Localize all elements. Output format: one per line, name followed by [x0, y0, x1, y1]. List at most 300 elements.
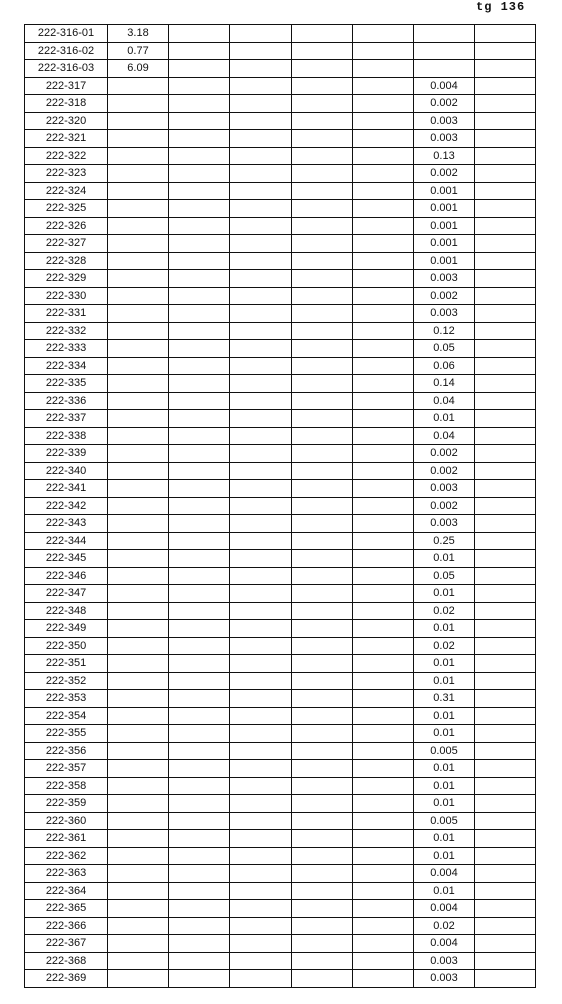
value-cell-col2: [108, 672, 169, 690]
empty-cell-col6: [353, 357, 414, 375]
table-row: [25, 182, 536, 200]
value-cell-col2: [108, 777, 169, 795]
table-row: [25, 620, 536, 638]
empty-cell-col6: [353, 725, 414, 743]
value-cell-col2: [108, 182, 169, 200]
sample-id-cell: 222-365: [25, 900, 108, 918]
empty-cell-col4: [230, 305, 292, 323]
value-cell-col2: [108, 497, 169, 515]
table-row: [25, 795, 536, 813]
value-cell-col2: [108, 462, 169, 480]
empty-cell-col6: [353, 550, 414, 568]
empty-cell-col5: [292, 882, 353, 900]
value-cell-col2: [108, 112, 169, 130]
empty-cell-col8: [475, 322, 536, 340]
sample-id-cell: 222-348: [25, 602, 108, 620]
empty-cell-col8: [475, 287, 536, 305]
value-cell-col2: [108, 830, 169, 848]
empty-cell-col4: [230, 725, 292, 743]
value-cell-col2: [108, 882, 169, 900]
empty-cell-col6: [353, 900, 414, 918]
sample-id-cell: 222-317: [25, 77, 108, 95]
empty-cell-col3: [169, 375, 230, 393]
sample-id-cell: 222-340: [25, 462, 108, 480]
sample-id-cell: 222-343: [25, 515, 108, 533]
value-cell-col7: 0.005: [414, 812, 475, 830]
empty-cell-col5: [292, 427, 353, 445]
empty-cell-col4: [230, 95, 292, 113]
empty-cell-col4: [230, 322, 292, 340]
data-table: [24, 24, 536, 988]
empty-cell-col8: [475, 95, 536, 113]
value-cell-col7: 0.003: [414, 130, 475, 148]
empty-cell-col3: [169, 952, 230, 970]
empty-cell-col6: [353, 252, 414, 270]
empty-cell-col5: [292, 725, 353, 743]
table-row: [25, 865, 536, 883]
value-cell-col7: 0.13: [414, 147, 475, 165]
value-cell-col7: [414, 42, 475, 60]
value-cell-col7: 0.01: [414, 585, 475, 603]
empty-cell-col6: [353, 567, 414, 585]
empty-cell-col8: [475, 252, 536, 270]
value-cell-col7: [414, 25, 475, 43]
value-cell-col7: 0.003: [414, 480, 475, 498]
empty-cell-col8: [475, 550, 536, 568]
empty-cell-col5: [292, 655, 353, 673]
empty-cell-col5: [292, 585, 353, 603]
empty-cell-col8: [475, 952, 536, 970]
table-row: [25, 515, 536, 533]
sample-id-cell: 222-329: [25, 270, 108, 288]
empty-cell-col5: [292, 410, 353, 428]
empty-cell-col8: [475, 392, 536, 410]
value-cell-col7: 0.003: [414, 515, 475, 533]
value-cell-col7: 0.004: [414, 77, 475, 95]
empty-cell-col8: [475, 130, 536, 148]
value-cell-col7: 0.01: [414, 795, 475, 813]
sample-id-cell: 222-316-03: [25, 60, 108, 78]
empty-cell-col8: [475, 655, 536, 673]
table-row: [25, 725, 536, 743]
empty-cell-col3: [169, 480, 230, 498]
empty-cell-col4: [230, 672, 292, 690]
empty-cell-col6: [353, 620, 414, 638]
empty-cell-col4: [230, 112, 292, 130]
empty-cell-col4: [230, 602, 292, 620]
sample-id-cell: 222-318: [25, 95, 108, 113]
empty-cell-col3: [169, 322, 230, 340]
empty-cell-col4: [230, 147, 292, 165]
table-row: [25, 235, 536, 253]
table-row: [25, 375, 536, 393]
empty-cell-col5: [292, 917, 353, 935]
empty-cell-col3: [169, 567, 230, 585]
table-row: [25, 812, 536, 830]
empty-cell-col6: [353, 427, 414, 445]
sample-id-cell: 222-321: [25, 130, 108, 148]
sample-id-cell: 222-356: [25, 742, 108, 760]
empty-cell-col6: [353, 130, 414, 148]
table-row: [25, 77, 536, 95]
empty-cell-col5: [292, 795, 353, 813]
empty-cell-col6: [353, 392, 414, 410]
empty-cell-col3: [169, 392, 230, 410]
empty-cell-col6: [353, 830, 414, 848]
empty-cell-col8: [475, 357, 536, 375]
empty-cell-col6: [353, 515, 414, 533]
table-row: [25, 322, 536, 340]
table-row: [25, 165, 536, 183]
value-cell-col7: 0.01: [414, 777, 475, 795]
empty-cell-col4: [230, 637, 292, 655]
value-cell-col7: 0.04: [414, 427, 475, 445]
sample-id-cell: 222-322: [25, 147, 108, 165]
empty-cell-col6: [353, 445, 414, 463]
value-cell-col7: 0.25: [414, 532, 475, 550]
empty-cell-col8: [475, 690, 536, 708]
sample-id-cell: 222-332: [25, 322, 108, 340]
empty-cell-col5: [292, 147, 353, 165]
table-row: [25, 637, 536, 655]
value-cell-col2: [108, 200, 169, 218]
empty-cell-col3: [169, 935, 230, 953]
empty-cell-col8: [475, 427, 536, 445]
table-row: [25, 970, 536, 988]
empty-cell-col8: [475, 777, 536, 795]
table-row: [25, 830, 536, 848]
empty-cell-col5: [292, 445, 353, 463]
empty-cell-col3: [169, 917, 230, 935]
sample-id-cell: 222-324: [25, 182, 108, 200]
empty-cell-col6: [353, 340, 414, 358]
sample-id-cell: 222-316-02: [25, 42, 108, 60]
empty-cell-col8: [475, 847, 536, 865]
value-cell-col2: [108, 445, 169, 463]
empty-cell-col3: [169, 60, 230, 78]
value-cell-col2: [108, 742, 169, 760]
empty-cell-col6: [353, 95, 414, 113]
value-cell-col2: [108, 532, 169, 550]
empty-cell-col4: [230, 917, 292, 935]
empty-cell-col5: [292, 112, 353, 130]
value-cell-col7: 0.01: [414, 672, 475, 690]
empty-cell-col4: [230, 620, 292, 638]
value-cell-col2: 3.18: [108, 25, 169, 43]
sample-id-cell: 222-355: [25, 725, 108, 743]
empty-cell-col5: [292, 357, 353, 375]
empty-cell-col4: [230, 532, 292, 550]
value-cell-col2: [108, 952, 169, 970]
empty-cell-col5: [292, 60, 353, 78]
value-cell-col7: 0.05: [414, 340, 475, 358]
empty-cell-col5: [292, 515, 353, 533]
empty-cell-col5: [292, 462, 353, 480]
sample-id-cell: 222-341: [25, 480, 108, 498]
table-row: [25, 357, 536, 375]
empty-cell-col3: [169, 410, 230, 428]
empty-cell-col3: [169, 130, 230, 148]
value-cell-col7: 0.01: [414, 760, 475, 778]
empty-cell-col4: [230, 165, 292, 183]
empty-cell-col3: [169, 690, 230, 708]
empty-cell-col8: [475, 532, 536, 550]
empty-cell-col5: [292, 392, 353, 410]
empty-cell-col4: [230, 427, 292, 445]
table-body: [25, 25, 536, 988]
value-cell-col2: [108, 900, 169, 918]
value-cell-col7: 0.002: [414, 165, 475, 183]
table-row: [25, 952, 536, 970]
empty-cell-col8: [475, 270, 536, 288]
table-row: [25, 60, 536, 78]
empty-cell-col3: [169, 760, 230, 778]
empty-cell-col4: [230, 515, 292, 533]
value-cell-col7: 0.01: [414, 550, 475, 568]
value-cell-col7: 0.01: [414, 847, 475, 865]
sample-id-cell: 222-345: [25, 550, 108, 568]
sample-id-cell: 222-364: [25, 882, 108, 900]
value-cell-col2: [108, 235, 169, 253]
value-cell-col7: 0.01: [414, 410, 475, 428]
empty-cell-col8: [475, 25, 536, 43]
empty-cell-col6: [353, 25, 414, 43]
value-cell-col7: 0.001: [414, 182, 475, 200]
empty-cell-col4: [230, 410, 292, 428]
empty-cell-col5: [292, 602, 353, 620]
empty-cell-col5: [292, 200, 353, 218]
empty-cell-col6: [353, 77, 414, 95]
empty-cell-col8: [475, 742, 536, 760]
empty-cell-col6: [353, 480, 414, 498]
value-cell-col2: [108, 567, 169, 585]
empty-cell-col6: [353, 287, 414, 305]
sample-id-cell: 222-360: [25, 812, 108, 830]
empty-cell-col3: [169, 707, 230, 725]
empty-cell-col6: [353, 305, 414, 323]
table-row: [25, 445, 536, 463]
value-cell-col2: [108, 357, 169, 375]
empty-cell-col3: [169, 42, 230, 60]
empty-cell-col4: [230, 847, 292, 865]
empty-cell-col4: [230, 777, 292, 795]
empty-cell-col4: [230, 200, 292, 218]
empty-cell-col6: [353, 165, 414, 183]
value-cell-col7: 0.002: [414, 445, 475, 463]
table-row: [25, 742, 536, 760]
empty-cell-col8: [475, 497, 536, 515]
empty-cell-col3: [169, 252, 230, 270]
table-row: [25, 462, 536, 480]
empty-cell-col4: [230, 567, 292, 585]
empty-cell-col3: [169, 655, 230, 673]
empty-cell-col3: [169, 25, 230, 43]
table-row: [25, 252, 536, 270]
empty-cell-col3: [169, 620, 230, 638]
value-cell-col7: 0.01: [414, 725, 475, 743]
value-cell-col7: 0.01: [414, 882, 475, 900]
value-cell-col2: [108, 865, 169, 883]
empty-cell-col3: [169, 637, 230, 655]
empty-cell-col8: [475, 585, 536, 603]
empty-cell-col4: [230, 585, 292, 603]
empty-cell-col3: [169, 777, 230, 795]
empty-cell-col5: [292, 760, 353, 778]
empty-cell-col8: [475, 882, 536, 900]
value-cell-col7: 0.002: [414, 95, 475, 113]
sample-id-cell: 222-333: [25, 340, 108, 358]
empty-cell-col8: [475, 602, 536, 620]
empty-cell-col4: [230, 830, 292, 848]
value-cell-col2: [108, 970, 169, 988]
empty-cell-col5: [292, 270, 353, 288]
value-cell-col7: 0.02: [414, 637, 475, 655]
empty-cell-col3: [169, 830, 230, 848]
empty-cell-col5: [292, 95, 353, 113]
empty-cell-col6: [353, 795, 414, 813]
empty-cell-col8: [475, 567, 536, 585]
sample-id-cell: 222-368: [25, 952, 108, 970]
value-cell-col2: [108, 217, 169, 235]
value-cell-col2: [108, 147, 169, 165]
empty-cell-col3: [169, 515, 230, 533]
empty-cell-col5: [292, 305, 353, 323]
empty-cell-col8: [475, 620, 536, 638]
table-row: [25, 287, 536, 305]
sample-id-cell: 222-342: [25, 497, 108, 515]
empty-cell-col8: [475, 217, 536, 235]
sample-id-cell: 222-362: [25, 847, 108, 865]
empty-cell-col6: [353, 532, 414, 550]
value-cell-col7: 0.002: [414, 497, 475, 515]
empty-cell-col8: [475, 637, 536, 655]
empty-cell-col5: [292, 287, 353, 305]
empty-cell-col8: [475, 480, 536, 498]
empty-cell-col5: [292, 375, 353, 393]
table-row: [25, 655, 536, 673]
value-cell-col2: [108, 550, 169, 568]
empty-cell-col5: [292, 970, 353, 988]
empty-cell-col3: [169, 95, 230, 113]
sample-id-cell: 222-353: [25, 690, 108, 708]
empty-cell-col5: [292, 847, 353, 865]
empty-cell-col6: [353, 585, 414, 603]
value-cell-col2: [108, 655, 169, 673]
table-row: [25, 900, 536, 918]
empty-cell-col6: [353, 112, 414, 130]
empty-cell-col3: [169, 532, 230, 550]
empty-cell-col6: [353, 637, 414, 655]
empty-cell-col6: [353, 777, 414, 795]
empty-cell-col8: [475, 830, 536, 848]
page-number-label: tg 136: [476, 0, 526, 14]
value-cell-col7: 0.02: [414, 917, 475, 935]
value-cell-col2: [108, 427, 169, 445]
empty-cell-col6: [353, 742, 414, 760]
sample-id-cell: 222-323: [25, 165, 108, 183]
table-row: [25, 95, 536, 113]
empty-cell-col3: [169, 795, 230, 813]
value-cell-col7: 0.001: [414, 235, 475, 253]
value-cell-col7: [414, 60, 475, 78]
sample-id-cell: 222-327: [25, 235, 108, 253]
empty-cell-col3: [169, 900, 230, 918]
sample-id-cell: 222-316-01: [25, 25, 108, 43]
table-row: [25, 497, 536, 515]
table-row: [25, 777, 536, 795]
empty-cell-col4: [230, 130, 292, 148]
value-cell-col2: [108, 917, 169, 935]
table-row: [25, 112, 536, 130]
empty-cell-col8: [475, 77, 536, 95]
empty-cell-col4: [230, 42, 292, 60]
value-cell-col2: [108, 935, 169, 953]
empty-cell-col8: [475, 235, 536, 253]
table-row: [25, 585, 536, 603]
value-cell-col7: 0.004: [414, 865, 475, 883]
sample-id-cell: 222-334: [25, 357, 108, 375]
empty-cell-col6: [353, 270, 414, 288]
value-cell-col2: [108, 637, 169, 655]
empty-cell-col5: [292, 532, 353, 550]
empty-cell-col5: [292, 480, 353, 498]
value-cell-col2: [108, 620, 169, 638]
empty-cell-col8: [475, 147, 536, 165]
value-cell-col7: 0.003: [414, 112, 475, 130]
empty-cell-col6: [353, 760, 414, 778]
value-cell-col2: [108, 252, 169, 270]
table-row: [25, 847, 536, 865]
value-cell-col2: [108, 165, 169, 183]
value-cell-col7: 0.01: [414, 655, 475, 673]
empty-cell-col4: [230, 795, 292, 813]
empty-cell-col5: [292, 707, 353, 725]
empty-cell-col3: [169, 235, 230, 253]
table-row: [25, 602, 536, 620]
empty-cell-col8: [475, 865, 536, 883]
empty-cell-col6: [353, 322, 414, 340]
empty-cell-col5: [292, 340, 353, 358]
value-cell-col2: [108, 707, 169, 725]
value-cell-col2: [108, 375, 169, 393]
sample-id-cell: 222-331: [25, 305, 108, 323]
value-cell-col7: 0.005: [414, 742, 475, 760]
empty-cell-col8: [475, 200, 536, 218]
value-cell-col7: 0.01: [414, 620, 475, 638]
sample-id-cell: 222-354: [25, 707, 108, 725]
empty-cell-col4: [230, 340, 292, 358]
value-cell-col2: [108, 812, 169, 830]
empty-cell-col5: [292, 900, 353, 918]
empty-cell-col3: [169, 357, 230, 375]
value-cell-col2: [108, 322, 169, 340]
empty-cell-col6: [353, 217, 414, 235]
table-row: [25, 707, 536, 725]
table-row: [25, 427, 536, 445]
value-cell-col2: [108, 602, 169, 620]
table-row: [25, 935, 536, 953]
value-cell-col2: [108, 690, 169, 708]
empty-cell-col4: [230, 970, 292, 988]
empty-cell-col5: [292, 252, 353, 270]
empty-cell-col4: [230, 900, 292, 918]
value-cell-col7: 0.31: [414, 690, 475, 708]
sample-id-cell: 222-338: [25, 427, 108, 445]
empty-cell-col4: [230, 445, 292, 463]
empty-cell-col6: [353, 235, 414, 253]
empty-cell-col3: [169, 462, 230, 480]
table-row: [25, 200, 536, 218]
